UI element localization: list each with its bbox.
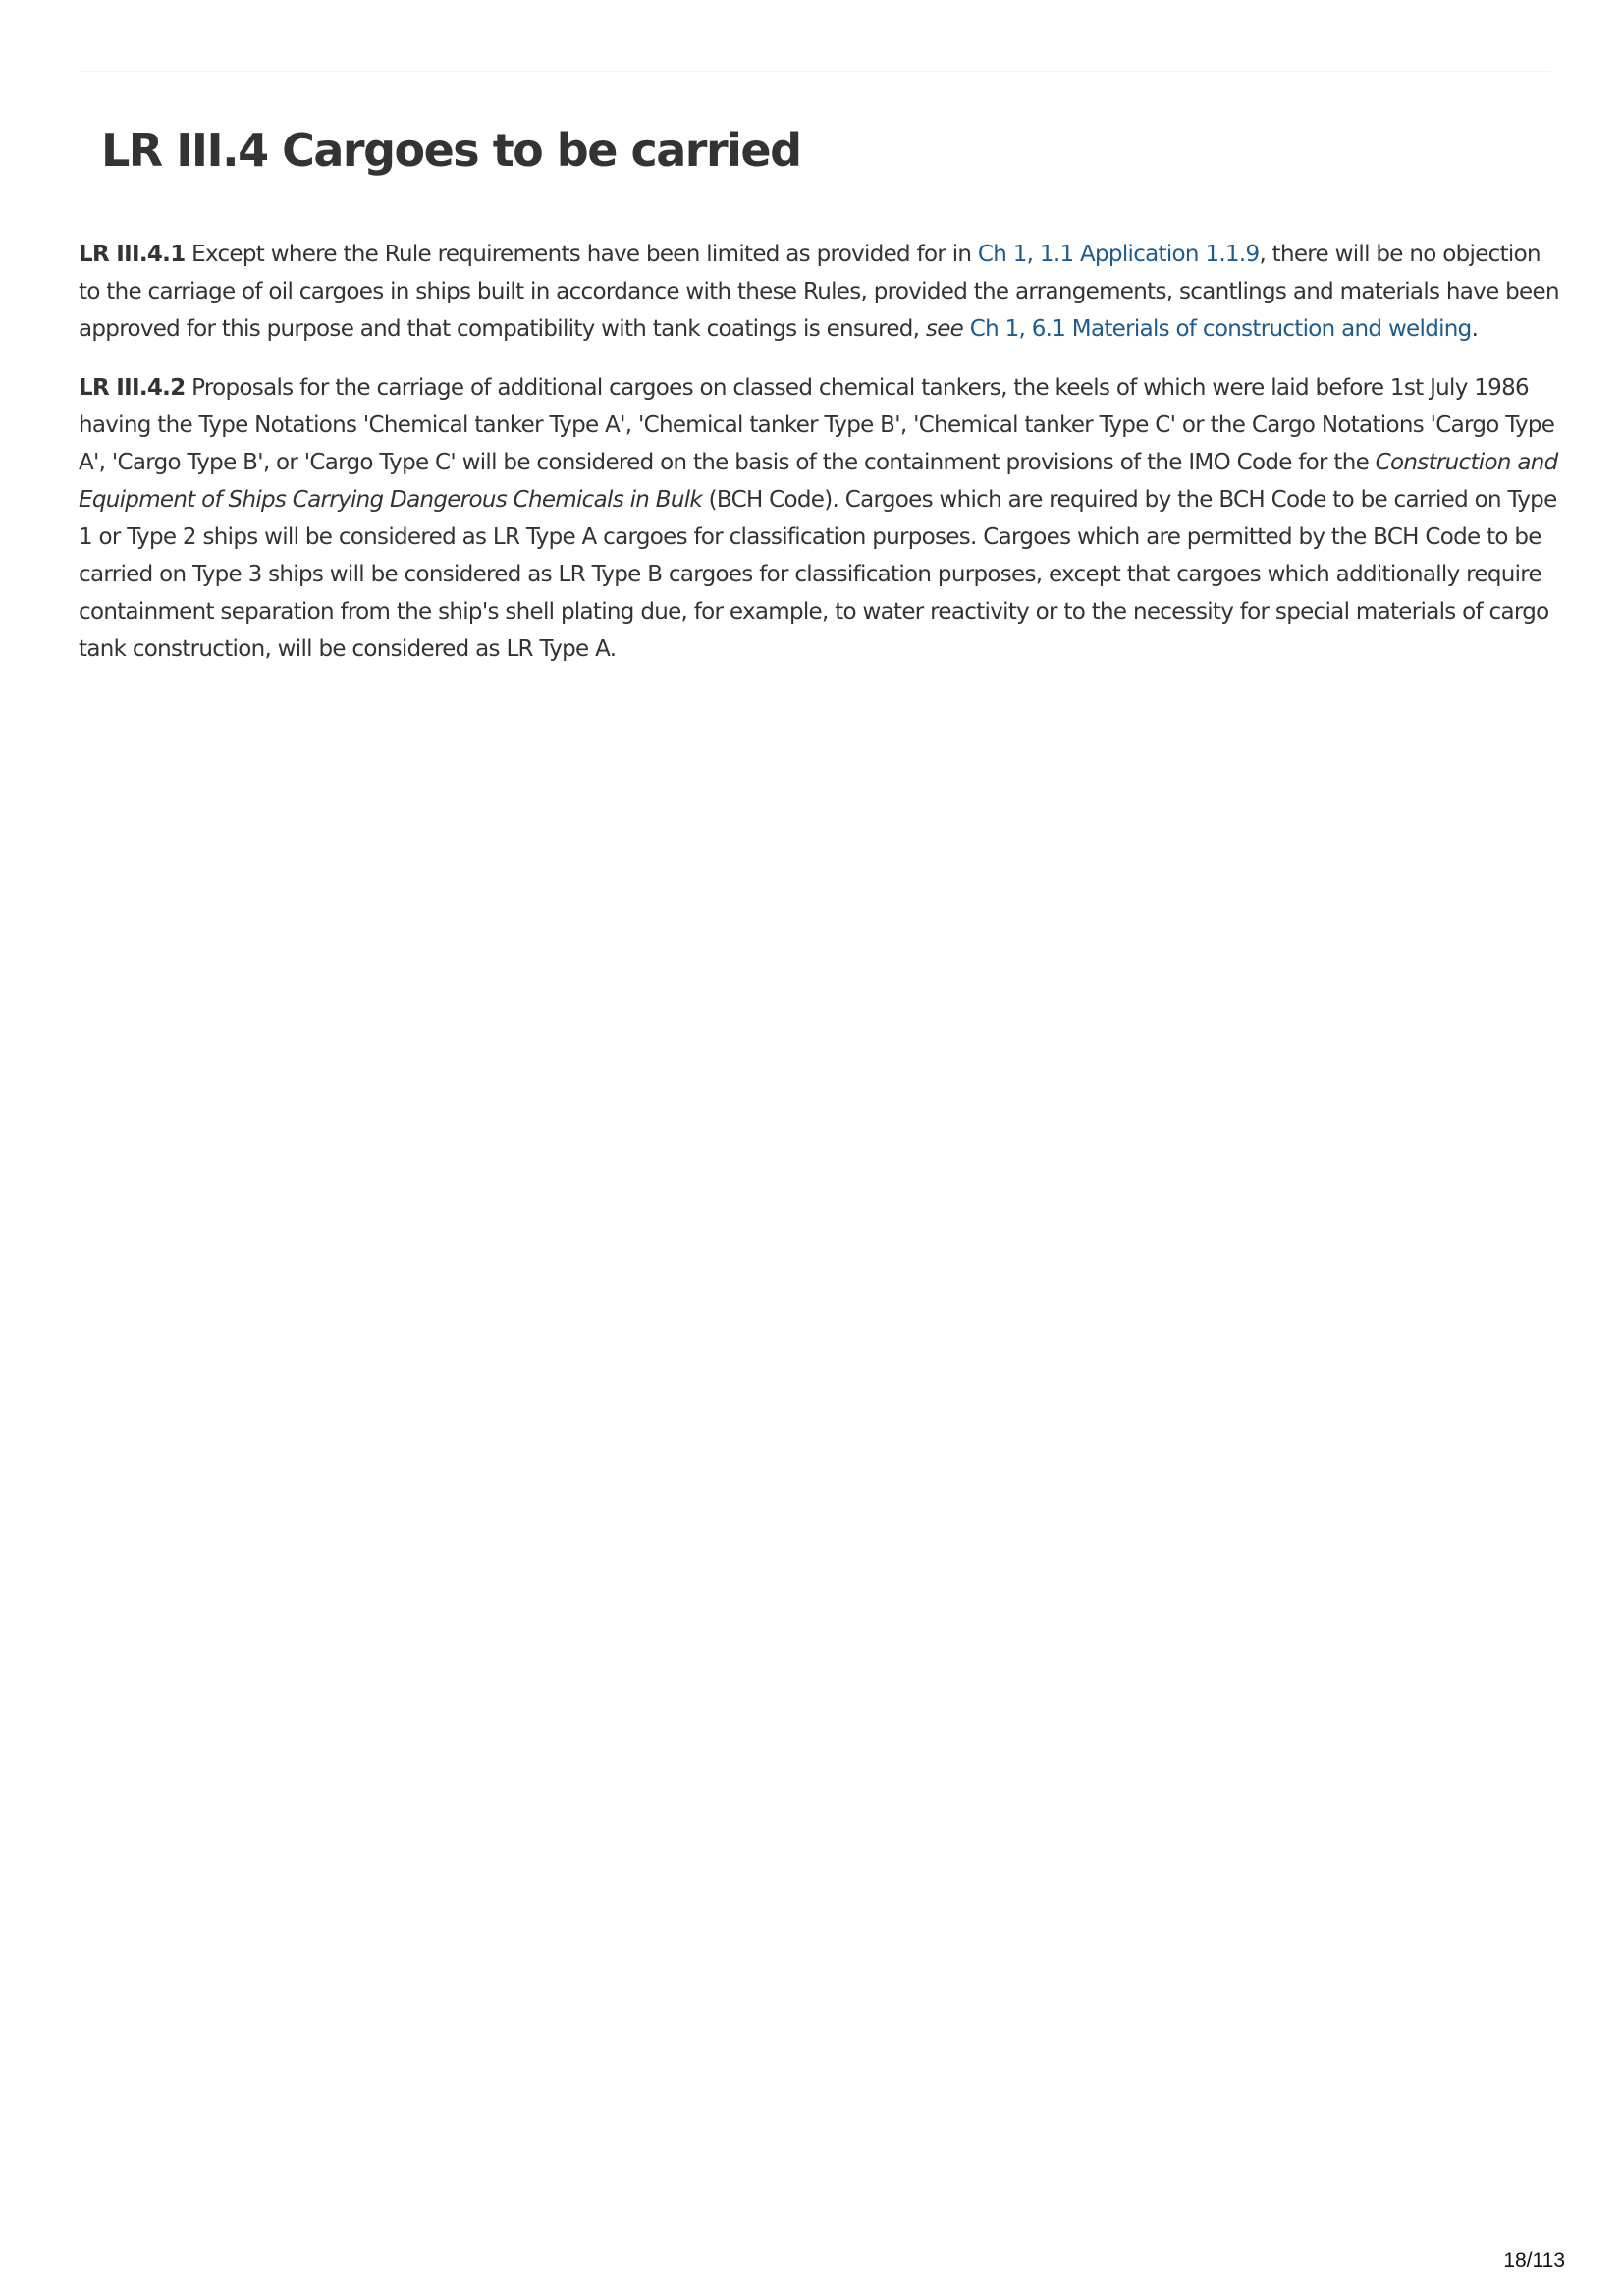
paragraph-text: . — [1471, 316, 1479, 342]
paragraph-text — [963, 316, 970, 342]
cross-reference-link-application[interactable]: Ch 1, 1.1 Application 1.1.9 — [977, 242, 1260, 267]
paragraph-text: (BCH Code). Cargoes which are required by the BCH Code to be carried on Type 1 or Type 2 ships will be considered as LR Type A cargoes for classification purposes. Cargoes which are permitted by the BCH Code to be carried on Type 3 ships will be considered as LR Type B cargoes for classification purposes, except that cargoes which additionally require containment separation from the ship's shell plating due, for example, to water reactivity or to the necessity for special materials of cargo tank construction, will be considered as LR Type A. — [79, 487, 1557, 662]
paragraph-emphasis: see — [925, 316, 964, 342]
page-title: LR III.4 Cargoes to be carried — [101, 124, 801, 177]
paragraph-lr-iii-4-1 — [79, 236, 1561, 348]
paragraph-text: Proposals for the carriage of additional cargoes on classed chemical tankers, the keels of which were laid before 1st July 1986 having the Type Notations 'Chemical tanker Type A', 'Chemical tanker Type B', 'Chemical tanker Type C' or the Cargo Notations 'Cargo Type A', 'Cargo Type B', or 'Cargo Type C' will be considered on the basis of the containment provisions of the IMO Code for the — [79, 375, 1555, 475]
paragraph-number: LR III.4.1 — [79, 242, 186, 267]
paragraph-number: LR III.4.2 — [79, 375, 186, 401]
paragraph-text: Except where the Rule requirements have been limited as provided for in — [185, 242, 978, 267]
page-number: 18/113 — [1503, 2249, 1565, 2271]
paragraph-emphasis: Construction and Equipment of Ships Carrying Dangerous Chemicals in Bulk — [79, 450, 1558, 513]
paragraph-lr-iii-4-2 — [79, 369, 1561, 668]
document-body — [79, 236, 1561, 689]
header-divider — [79, 71, 1551, 72]
paragraph-text: , there will be no objection to the carriage of oil cargoes in ships built in accordance with these Rules, provided the arrangements, scantlings and materials have been approved for this purpose and that compatibility with tank coatings is ensured, — [79, 242, 1559, 342]
cross-reference-link-materials[interactable]: Ch 1, 6.1 Materials of construction and welding — [969, 316, 1472, 342]
